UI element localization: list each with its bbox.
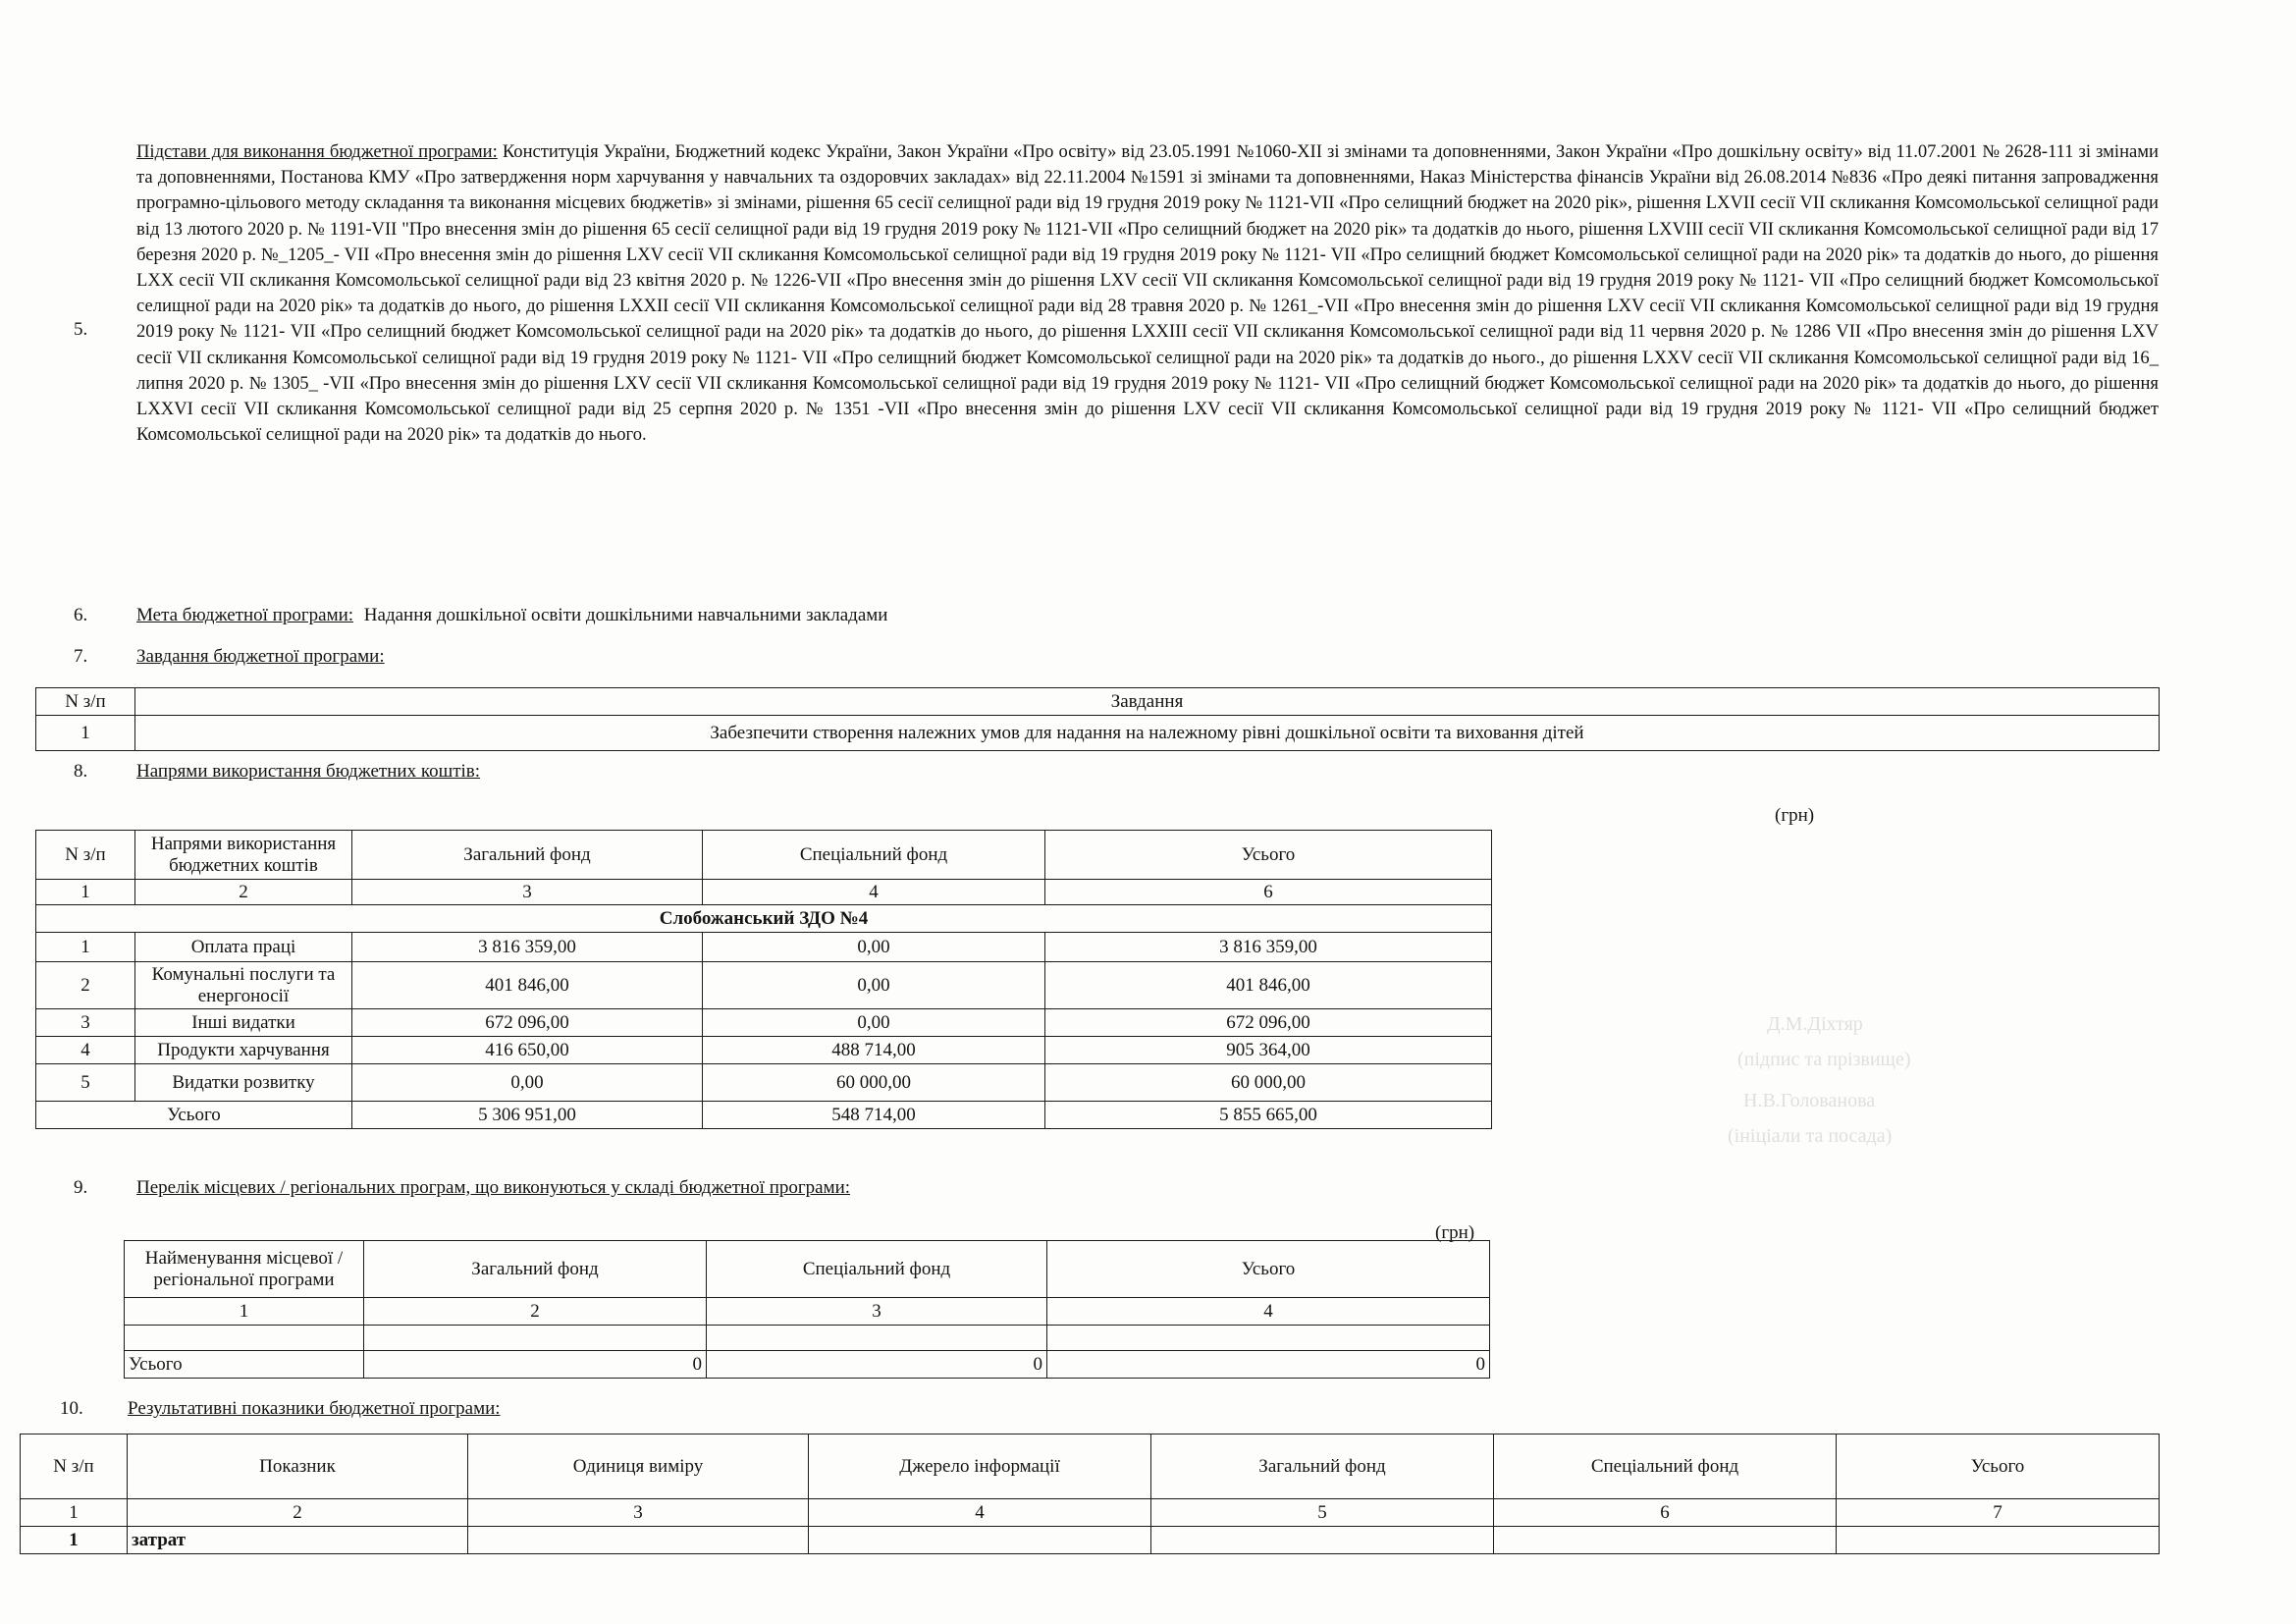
table-cell: 1 — [21, 1499, 128, 1527]
table-cell: Усього — [125, 1351, 364, 1379]
section5-text: Конституція України, Бюджетний кодекс України, Закон України «Про освіту» від 23.05.1991 №1060-XII зі змінами та доповненнями, Закон України «Про дошкільну освіту» від 11.07.2001 № 2628-111 зі змінами та доповненнями, Постанова КМУ «Про затвердження норм харчування у навчальних та оздоровчих закладах» від 22.11.2004 №1591 зі змінами та доповненнями, Наказ Міністерства фінансів України від 26.08.2014 №836 «Про деякі питання запровадження програмно-цільового методу складання та виконання місцевих бюджетів» зі змінами, рішення 65 сесії селищної ради від 19 грудня 2019 року № 1121-VII «Про селищний бюджет на 2020 рік», рішення LXVII сесії VII скликання Комсомольської селищної ради від 13 лютого 2020 р. № 1191-VII "Про внесення змін до рішення 65 сесії селищної ради від 19 грудня 2019 року № 1121-VII «Про селищний бюджет на 2020 рік» та додатків до нього, рішення LXVIII сесії VII скликання Комсомольської селищної ради від 17 березня 2020 р. №_1205_- VII «Про внесення змін до рішення LXV сесії VII скликання Комсомольської селищної ради від 19 грудня 2019 року № 1121- VII «Про селищний бюджет Комсомольської селищної ради на 2020 рік» та додатків до нього, до рішення LXX сесії VII скликання Комсомольської селищної ради від 23 квітня 2020 р. № 1226-VII «Про внесення змін до рішення LXV сесії VII скликання Комсомольської селищної ради від 19 грудня 2019 року № 1121- VII «Про селищний бюджет Комсомольської селищної ради на 2020 рік» та додатків до нього, до рішення LXXII сесії VII скликання Комсомольської селищної ради від 28 травня 2020 р. № 1261_-VII «Про внесення змін до рішення LXV сесії VII скликання Комсомольської селищної ради від 19 грудня 2019 року № 1121- VII «Про селищний бюджет Комсомольської селищної ради на 2020 рік» та додатків до нього, до рішення LXXIII сесії VII скликання Комсомольської селищної ради від 11 червня 2020 р. № 1286 VII «Про внесення змін до рішення LXV сесії VII скликання Комсомольської селищної ради від 19 грудня 2019 року № 1121- VII «Про селищний бюджет Комсомольської селищної ради на 2020 рік» та додатків до нього., до рішення LXXV сесії VII скликання Комсомольської селищної ради від 16_ липня 2020 р. № 1305_ -VII «Про внесення змін до рішення LXV сесії VII скликання Комсомольської селищної ради від 19 грудня 2019 року № 1121- VII «Про селищний бюджет Комсомольської селищної ради на 2020 рік» та додатків до нього, до рішення LXXVI сесії VII скликання Комсомольської селищної ради від 25 серпня 2020 р. № 1351 -VII «Про внесення змін до рішення LXV сесії VII скликання Комсомольської селищної ради від 19 грудня 2019 року № 1121- VII «Про селищний бюджет Комсомольської селищної ради на 2020 рік» та додатків до нього. — [136, 141, 2159, 446]
table-cell: 5 306 951,00 — [352, 1102, 703, 1129]
table-cell: затрат — [128, 1527, 468, 1554]
table-cell: 2 — [135, 880, 352, 905]
table-cell: 0,00 — [703, 962, 1045, 1009]
table-cell: 6 — [1045, 880, 1492, 905]
table-cell: 2 — [36, 962, 135, 1009]
section9-unit: (грн) — [1435, 1222, 1475, 1243]
table-row — [36, 1064, 1492, 1102]
table-cell — [125, 1326, 364, 1351]
table-row — [125, 1298, 1490, 1326]
table-header-cell: N з/п — [36, 688, 135, 716]
table-header-cell: Усього — [1837, 1435, 2160, 1499]
section5-number: 5. — [74, 319, 88, 340]
table-header-cell: Одиниця виміру — [468, 1435, 809, 1499]
table-cell: 3 — [36, 1009, 135, 1037]
spending-table — [35, 830, 1492, 1129]
table-cell: 1 — [36, 880, 135, 905]
table-row — [125, 1326, 1490, 1351]
table-cell: 4 — [1047, 1298, 1490, 1326]
table-cell: 488 714,00 — [703, 1037, 1045, 1064]
table-cell — [1837, 1527, 2160, 1554]
table-cell: 0,00 — [703, 1009, 1045, 1037]
table-cell — [1047, 1326, 1490, 1351]
table-header-cell: Напрями використання бюджетних коштів — [135, 831, 352, 880]
bleed-through-name-2: Н.В.Голованова — [1743, 1090, 1876, 1111]
table-cell: 4 — [809, 1499, 1151, 1527]
section9-number: 9. — [74, 1177, 88, 1198]
table-row — [36, 1009, 1492, 1037]
table-cell: Забезпечити створення належних умов для надання на належному рівні дошкільної освіти та виховання дітей — [135, 716, 2160, 751]
indicators-table — [20, 1434, 2160, 1554]
table-total-row — [125, 1351, 1490, 1379]
table-cell: 1 — [36, 933, 135, 962]
table-cell — [707, 1326, 1047, 1351]
table-cell: 5 855 665,00 — [1045, 1102, 1492, 1129]
section7-number: 7. — [74, 646, 88, 667]
bleed-through-caption-1: (підпис та прізвище) — [1737, 1049, 1911, 1070]
table-header-cell: Загальний фонд — [1151, 1435, 1494, 1499]
table-header-cell: Усього — [1045, 831, 1492, 880]
table-cell: Оплата праці — [135, 933, 352, 962]
table-header-cell: Завдання — [135, 688, 2160, 716]
section8-number: 8. — [74, 761, 88, 782]
table-header-cell: Загальний фонд — [352, 831, 703, 880]
table-cell: 548 714,00 — [703, 1102, 1045, 1129]
table-row — [36, 962, 1492, 1009]
table-cell: 3 — [707, 1298, 1047, 1326]
bleed-through-name-1: Д.М.Діхтяр — [1767, 1013, 1863, 1035]
table-header-cell: Спеціальний фонд — [1494, 1435, 1837, 1499]
section5-heading: Підстави для виконання бюджетної програми: — [136, 141, 498, 162]
section7-heading: Завдання бюджетної програми: — [136, 646, 385, 667]
table-cell: 2 — [128, 1499, 468, 1527]
table-header-row — [36, 688, 2160, 716]
table-header-cell: N з/п — [21, 1435, 128, 1499]
table-cell: 5 — [1151, 1499, 1494, 1527]
section8-unit: (грн) — [1775, 805, 1815, 826]
programs-table — [124, 1240, 1490, 1351]
table-row — [36, 716, 2160, 751]
table-cell: 0,00 — [352, 1064, 703, 1102]
table-row — [21, 1527, 2160, 1554]
table-cell: 3 — [352, 880, 703, 905]
table-cell: 0 — [364, 1351, 707, 1379]
table-cell — [468, 1527, 809, 1554]
table-cell: 3 — [468, 1499, 809, 1527]
table-cell: 401 846,00 — [352, 962, 703, 1009]
table-cell: 0,00 — [703, 933, 1045, 962]
table-header-row — [21, 1435, 2160, 1499]
table-row — [36, 880, 1492, 905]
section10-heading: Результативні показники бюджетної програми: — [128, 1398, 501, 1419]
table-row — [36, 1037, 1492, 1064]
table-header-cell: Загальний фонд — [364, 1241, 707, 1298]
table-cell: 5 — [36, 1064, 135, 1102]
section6-number: 6. — [74, 605, 88, 625]
table-cell: 1 — [36, 716, 135, 751]
tasks-table — [35, 687, 2160, 751]
table-cell: 905 364,00 — [1045, 1037, 1492, 1064]
table-cell: 672 096,00 — [352, 1009, 703, 1037]
table-cell: 672 096,00 — [1045, 1009, 1492, 1037]
table-cell: 60 000,00 — [1045, 1064, 1492, 1102]
table-cell: 4 — [36, 1037, 135, 1064]
table-cell: Комунальні послуги та енергоносії — [135, 962, 352, 1009]
table-cell — [1494, 1527, 1837, 1554]
table-cell: Усього — [36, 1102, 352, 1129]
table-cell: 4 — [703, 880, 1045, 905]
table-cell: 1 — [21, 1527, 128, 1554]
table-header-cell: Спеціальний фонд — [703, 831, 1045, 880]
table-header-row — [36, 831, 1492, 880]
table-group-row — [36, 905, 1492, 933]
table-cell — [364, 1326, 707, 1351]
section6-line — [136, 605, 887, 626]
table-cell: 0 — [1047, 1351, 1490, 1379]
table-cell: Інші видатки — [135, 1009, 352, 1037]
table-cell: Видатки розвитку — [135, 1064, 352, 1102]
table-cell: Продукти харчування — [135, 1037, 352, 1064]
table-header-row — [125, 1241, 1490, 1298]
table-cell: 0 — [707, 1351, 1047, 1379]
table-cell: 3 816 359,00 — [352, 933, 703, 962]
table-cell: 3 816 359,00 — [1045, 933, 1492, 962]
section5-paragraph — [136, 139, 2159, 448]
table-row — [36, 933, 1492, 962]
bleed-through-caption-2: (ініціали та посада) — [1728, 1125, 1893, 1147]
table-cell: 7 — [1837, 1499, 2160, 1527]
table-group-cell: Слобожанський ЗДО №4 — [36, 905, 1492, 933]
section6-heading: Мета бюджетної програми: — [136, 605, 354, 625]
section10-number: 10. — [60, 1398, 83, 1419]
table-header-cell: Найменування місцевої / регіональної програми — [125, 1241, 364, 1298]
table-header-cell: Спеціальний фонд — [707, 1241, 1047, 1298]
table-cell: 416 650,00 — [352, 1037, 703, 1064]
programs-total-table — [124, 1350, 1490, 1379]
table-cell — [1151, 1527, 1494, 1554]
section9-heading: Перелік місцевих / регіональних програм, що виконуються у складі бюджетної програми: — [136, 1177, 851, 1198]
table-header-cell: N з/п — [36, 831, 135, 880]
table-cell — [809, 1527, 1151, 1554]
section6-text: Надання дошкільної освіти дошкільними навчальними закладами — [363, 605, 888, 625]
table-header-cell: Джерело інформації — [809, 1435, 1151, 1499]
section8-heading: Напрями використання бюджетних коштів: — [136, 761, 481, 782]
table-cell: 401 846,00 — [1045, 962, 1492, 1009]
table-cell: 1 — [125, 1298, 364, 1326]
table-header-cell: Показник — [128, 1435, 468, 1499]
table-cell: 2 — [364, 1298, 707, 1326]
table-row — [21, 1499, 2160, 1527]
table-header-cell: Усього — [1047, 1241, 1490, 1298]
table-cell: 6 — [1494, 1499, 1837, 1527]
table-cell: 60 000,00 — [703, 1064, 1045, 1102]
table-total-row — [36, 1102, 1492, 1129]
